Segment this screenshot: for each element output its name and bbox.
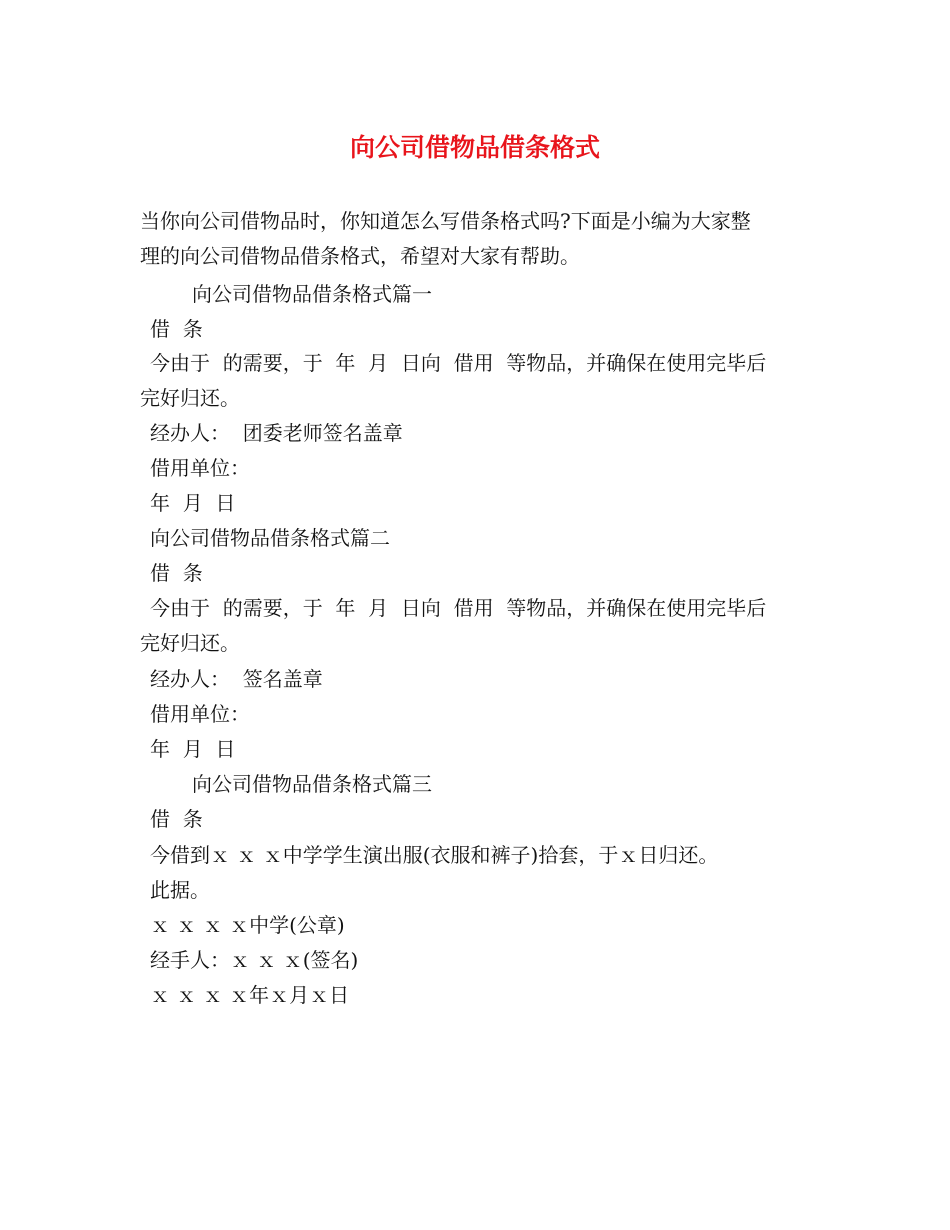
section-2-unit: 借用单位：	[150, 702, 250, 726]
section-3-heading: 向公司借物品借条格式篇三	[192, 772, 432, 796]
section-1-label: 借 条	[150, 317, 203, 341]
section-1-body-line-1: 今由于 的需要，于 年 月 日向 借用 等物品，并确保在使用完毕后	[150, 351, 767, 375]
section-1-handler: 经办人： 团委老师签名盖章	[150, 421, 403, 445]
intro-line-2: 理的向公司借物品借条格式，希望对大家有帮助。	[140, 244, 580, 268]
intro-paragraph	[140, 204, 815, 274]
section-3-label: 借 条	[150, 807, 203, 831]
section-2-date: 年 月 日	[150, 737, 236, 761]
intro-line-1: 当你向公司借物品时，你知道怎么写借条格式吗?下面是小编为大家整	[140, 209, 751, 233]
section-3-closing: 此据。	[150, 878, 210, 902]
section-3-date: ｘ ｘ ｘ ｘ年ｘ月ｘ日	[150, 983, 350, 1007]
document-title: 向公司借物品借条格式	[349, 133, 600, 162]
section-2-body-line-2: 完好归还。	[140, 631, 240, 655]
section-1-date: 年 月 日	[150, 491, 236, 515]
section-1-unit: 借用单位：	[150, 456, 250, 480]
section-2-body-line-1: 今由于 的需要，于 年 月 日向 借用 等物品，并确保在使用完毕后	[150, 596, 767, 620]
section-3-handler: 经手人：ｘ ｘ ｘ(签名)	[150, 948, 359, 972]
section-1-body-line-2: 完好归还。	[140, 386, 240, 410]
section-3-body-line-1: 今借到ｘ ｘ ｘ中学学生演出服(衣服和裤子)拾套，于ｘ日归还。	[150, 843, 719, 867]
section-2-handler: 经办人： 签名盖章	[150, 667, 323, 691]
section-3-org: ｘ ｘ ｘ ｘ中学(公章)	[150, 913, 345, 937]
section-2-label: 借 条	[150, 561, 203, 585]
section-2-heading: 向公司借物品借条格式篇二	[150, 526, 390, 550]
section-1-heading: 向公司借物品借条格式篇一	[192, 282, 432, 306]
